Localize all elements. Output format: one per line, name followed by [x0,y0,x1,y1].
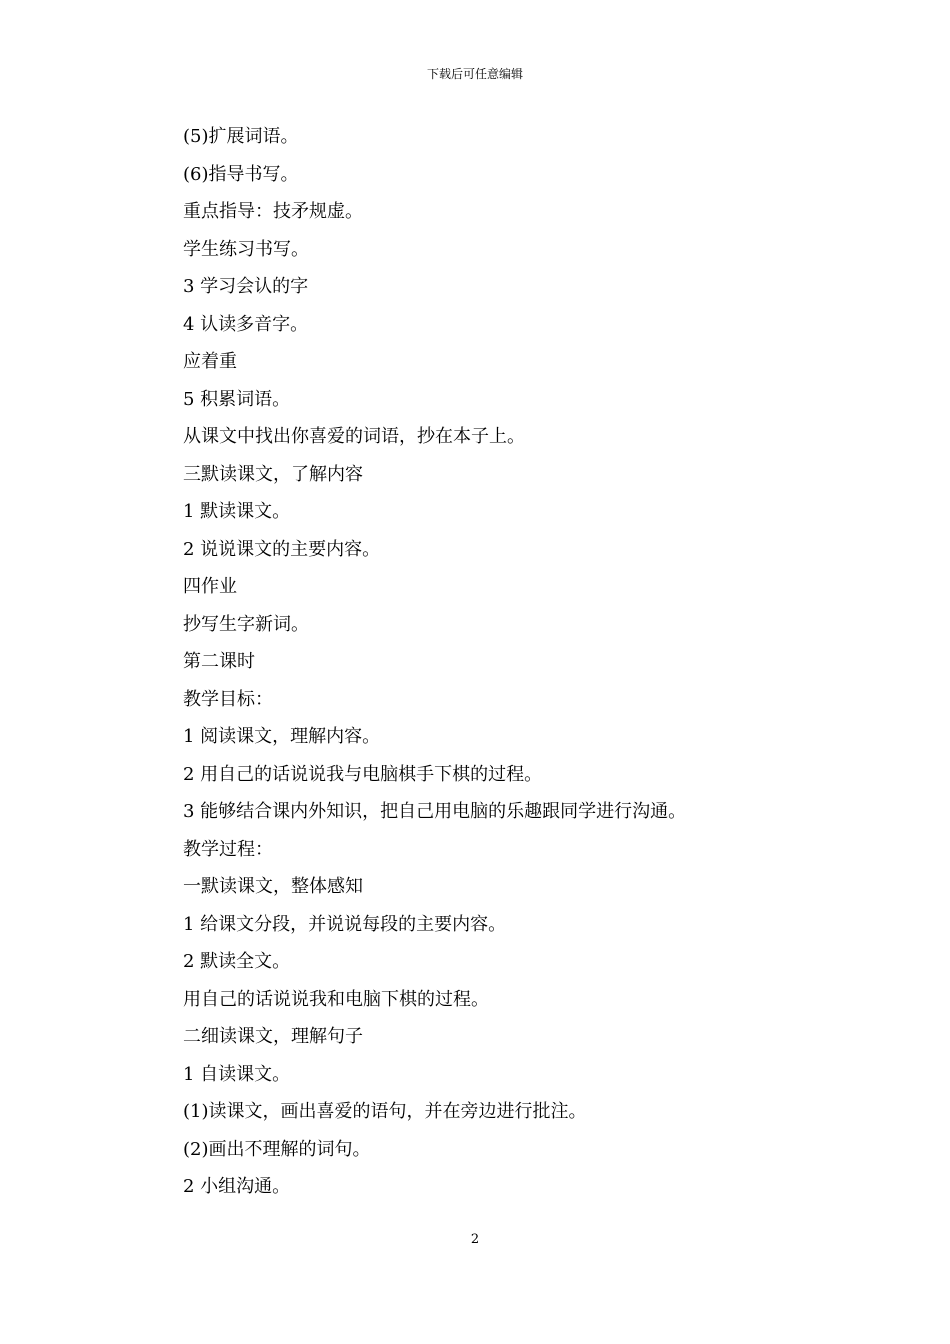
text-line: (6)指导书写。 [183,163,299,185]
text-line: (1)读课文，画出喜爱的语句，并在旁边进行批注。 [183,1101,587,1122]
text-line: 2 说说课文的主要内容。 [183,538,381,560]
text-line: 1 给课文分段，并说说每段的主要内容。 [183,913,507,935]
text-line: 重点指导：技矛规虚。 [183,201,363,222]
text-line: 用自己的话说说我和电脑下棋的过程。 [183,988,489,1010]
page-header: 下载后可任意编辑 [426,67,523,81]
section-heading: 一默读课文，整体感知 [183,876,363,897]
text-line: 从课文中找出你喜爱的词语，抄在本子上。 [183,426,525,447]
text-line: 2 小组沟通。 [183,1176,291,1197]
text-line: 3 能够结合课内外知识，把自己用电脑的乐趣跟同学进行沟通。 [183,801,687,822]
text-line: (2)画出不理解的词句。 [183,1138,371,1160]
text-line: 4 认读多音字。 [183,313,309,335]
text-line: 1 阅读课文，理解内容。 [183,726,381,747]
text-line: 3 学习会认的字 [183,276,309,297]
text-line: 5 积累词语。 [183,388,291,410]
document-body [183,126,803,1214]
text-line: 1 默读课文。 [183,501,291,522]
text-line: 教学目标： [183,688,273,710]
page-number: 2 [470,1232,480,1247]
text-line: 学生练习书写。 [183,238,309,260]
text-line: 应着重 [183,351,237,372]
section-heading: 二细读课文，理解句子 [183,1026,363,1047]
section-heading: 三默读课文，了解内容 [183,463,363,485]
text-line: 教学过程： [183,838,273,860]
text-line: 2 默读全文。 [183,951,291,972]
text-line: 1 自读课文。 [183,1063,291,1085]
text-line: 2 用自己的话说说我与电脑棋手下棋的过程。 [183,763,543,785]
section-heading: 四作业 [183,576,237,597]
text-line: (5)扩展词语。 [183,126,299,147]
text-line: 抄写生字新词。 [183,613,309,635]
lesson-heading: 第二课时 [183,651,255,672]
